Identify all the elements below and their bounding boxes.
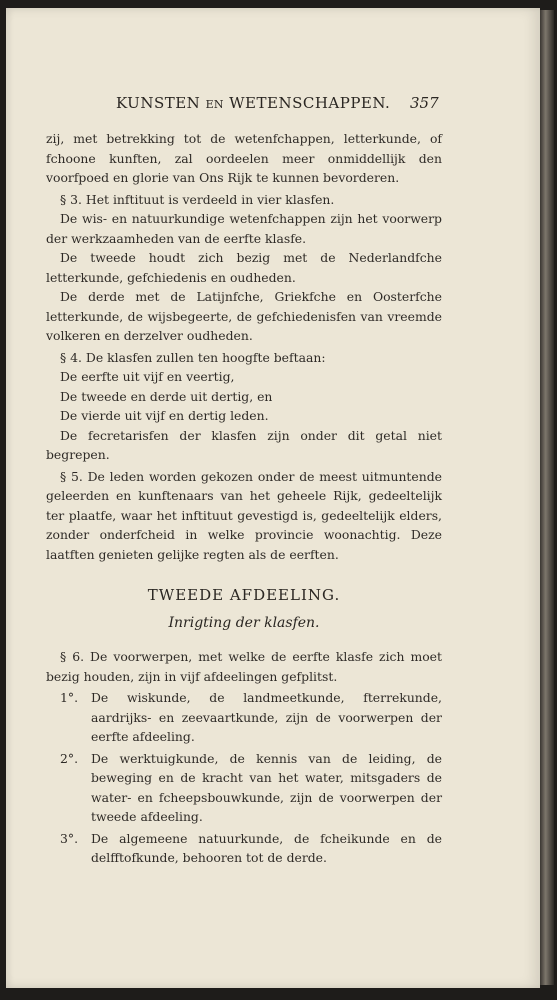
paragraph-secretaries: De fecretarisfen der klasfen zijn onder dit getal niet begrepen. <box>46 427 442 462</box>
list-item <box>46 829 442 868</box>
list-text: De werktuigkunde, de kennis van de leiding, de beweging en de kracht van het water, mitsgaders de water- en fcheepsbouwkunde, zijn de voorwerpen der tweede afdeeling. <box>91 750 442 824</box>
page-number: 357 <box>410 94 439 112</box>
paragraph-second-count: De tweede en derde uit dertig, en <box>60 388 273 404</box>
list-item <box>46 749 442 827</box>
section-title: TWEEDE AFDEELING. <box>147 586 341 604</box>
paragraph-first-count: De eerfte uit vijf en veertig, <box>60 369 235 384</box>
paragraph-fourth-count: De vierde uit vijf en dertig leden. <box>60 408 269 423</box>
list-number: 1°. <box>60 690 79 705</box>
header-kunsten: KUNSTEN <box>116 94 201 112</box>
paragraph-second-class: De tweede houdt zich bezig met de Nederlandfche letterkunde, gefchiedenis en oudheden. <box>46 250 442 285</box>
paragraph-s5: § 5. De leden worden gekozen onder de meest uitmuntende geleerden en kunftenaars van het geheele Rijk, gedeeltelijk ter plaatfe, waar het inftituut gevestigd is, gedeeltelijk elders, zonder onderfcheid in welke provincie woonachtig. Deze laatften genieten gelijke regten als de eerften. <box>46 468 442 562</box>
paragraph-first-class: De wis- en natuurkundige wetenfchappen zijn het voorwerp der werkzaamheden van de eerfte klasfe. <box>46 211 442 246</box>
book-fore-edge <box>540 10 554 985</box>
paragraph-continuation: zij, met betrekking tot de wetenfchappen, letterkunde, of fchoone kunften, zal oordeelen meer onmiddellijk den voorfpoed en glorie van Ons Rijk te kunnen bevorderen. <box>46 131 442 185</box>
page-body <box>46 129 442 868</box>
list-text: De algemeene natuurkunde, de fcheikunde en de delfftofkunde, behooren tot de derde. <box>91 830 442 865</box>
book-page <box>6 8 540 988</box>
list-text: De wiskunde, de landmeetkunde, fterrekunde, aardrijks- en zeevaartkunde, zijn de voorwerpen der eerfte afdeeling. <box>91 690 442 744</box>
paragraph-s6: § 6. De voorwerpen, met welke de eerfte klasfe zich moet bezig houden, zijn in vijf afdeelingen gefplitst. <box>46 649 442 684</box>
list-item <box>46 688 442 747</box>
list-number: 3°. <box>60 830 79 846</box>
paragraph-s4: § 4. De klasfen zullen ten hoogfte beftaan: <box>60 349 326 365</box>
header-en: EN <box>205 98 224 111</box>
paragraph-s3: § 3. Het inftituut is verdeeld in vier klasfen. <box>60 191 335 207</box>
list-number: 2°. <box>60 750 79 766</box>
header-wetenschappen: WETENSCHAPPEN. <box>229 94 391 112</box>
section-subtitle: Inrigting der klasfen. <box>168 614 320 631</box>
paragraph-third-class: De derde met de Latijnfche, Griekfche en Oosterfche letterkunde, de wijsbegeerte, de gefchiedenisfen van vreemde volkeren en derzelver oudheden. <box>46 289 442 343</box>
running-header <box>116 94 446 112</box>
